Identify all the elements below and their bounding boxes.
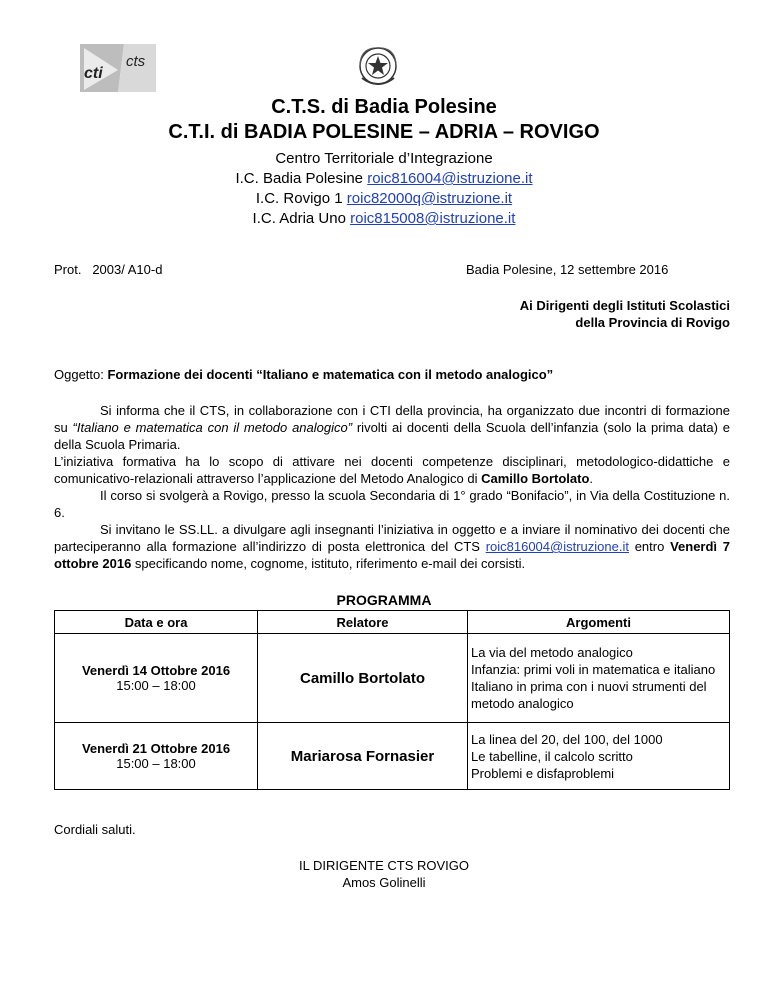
text: entro [628, 539, 671, 554]
subject-label: Oggetto: [54, 367, 108, 382]
protocol-label: Prot. [54, 262, 82, 277]
session-speaker: Camillo Bortolato [258, 634, 468, 723]
protocol [54, 262, 162, 277]
recipient-line1: Ai Dirigenti degli Istituti Scolastici [519, 298, 730, 313]
program-title: PROGRAMMA [336, 592, 432, 608]
header-subtitle: Centro Territoriale d’Integrazione [275, 150, 493, 167]
time: 15:00 – 18:00 [116, 678, 196, 693]
school-email-link[interactable]: roic816004@istruzione.it [367, 170, 533, 187]
school-line-rovigo [0, 190, 768, 207]
header-title-cti: C.T.I. di BADIA POLESINE – ADRIA – ROVIGO [168, 121, 600, 143]
topic: Italiano in prima con i nuovi strumenti del metodo analogico [471, 679, 707, 711]
session-topics [468, 723, 730, 790]
text: L’iniziativa formativa ha lo scopo di attivare nei docenti competenze disciplinari, metodologico-didattiche e comunicativo-relazionali attraverso l’applicazione del Metodo Analogico di [54, 454, 730, 486]
topic: Infanzia: primi voli in matematica e italiano [471, 662, 716, 677]
header-speaker: Relatore [258, 611, 468, 634]
topic: La linea del 20, del 100, del 1000 [471, 731, 663, 747]
paragraph-purpose [54, 453, 730, 487]
header-title-cts: C.T.S. di Badia Polesine [271, 96, 497, 118]
table-row [55, 723, 730, 790]
school-label: I.C. Rovigo 1 [255, 190, 343, 207]
subject [54, 366, 730, 383]
session-speaker: Mariarosa Fornasier [258, 723, 468, 790]
session-topics [468, 634, 730, 723]
header-date: Data e ora [55, 611, 258, 634]
topic: La via del metodo analogico [471, 645, 633, 660]
table-header-row [55, 611, 730, 634]
date: Venerdì 14 Ottobre 2016 [81, 663, 231, 678]
cti-cts-logo [78, 40, 158, 96]
signature-role: IL DIRIGENTE CTS ROVIGO [299, 858, 469, 873]
republic-emblem-icon [356, 44, 400, 90]
closing: Cordiali saluti. [54, 822, 136, 837]
program-table [54, 610, 730, 790]
school-email-link[interactable]: roic82000q@istruzione.it [346, 190, 513, 207]
subject-text: Formazione dei docenti “Italiano e matematica con il metodo analogico” [107, 367, 554, 382]
logo-text-cts: cts [126, 53, 146, 70]
text: rivolti ai docenti della Scuola dell’infanzia (solo la prima data) e della Scuola Primaria. [54, 420, 730, 452]
body-text [54, 402, 730, 572]
text: specificando nome, cognome, istituto, riferimento e-mail dei corsisti. [131, 556, 526, 571]
course-title: “Italiano e matematica con il metodo analogico” [72, 420, 353, 435]
paragraph-location: Il corso si svolgerà a Rovigo, presso la scuola Secondaria di 1° grado “Bonifacio”, in Via della Costituzione n. 6. [54, 488, 730, 520]
logo-text-cti: cti [84, 65, 103, 82]
text: Si informa che il CTS, in collaborazione con i CTI della provincia, ha organizzato due incontri di formazione su [54, 403, 730, 435]
school-label: I.C. Badia Polesine [235, 170, 364, 187]
table-row [55, 634, 730, 723]
session-date [55, 634, 258, 723]
deadline-date: Venerdì 7 ottobre 2016 [54, 539, 731, 571]
header-topics: Argomenti [468, 611, 730, 634]
recipient-line2: della Provincia di Rovigo [575, 315, 730, 330]
school-line-badia [0, 170, 768, 187]
text: . [589, 471, 594, 486]
cts-email-link[interactable]: roic816004@istruzione.it [485, 539, 629, 554]
text: Si invitano le SS.LL. a divulgare agli insegnanti l’iniziativa in oggetto e a inviare il nominativo dei docenti che parteciperanno alla formazione all’indirizzo di posta elettronica del CTS [54, 522, 730, 554]
topic: Le tabelline, il calcolo scritto [471, 748, 633, 764]
paragraph-intro [54, 402, 730, 453]
school-line-adria [0, 210, 768, 227]
session-date [55, 723, 258, 790]
school-email-link[interactable]: roic815008@istruzione.it [350, 210, 516, 227]
date: Venerdì 21 Ottobre 2016 [81, 741, 231, 756]
signature-name: Amos Golinelli [342, 875, 426, 890]
protocol-number: 2003/ A10-d [92, 262, 163, 277]
time: 15:00 – 18:00 [116, 756, 196, 771]
author-name: Camillo Bortolato [481, 471, 590, 486]
place-date: Badia Polesine, 12 settembre 2016 [466, 262, 669, 277]
paragraph-invitation [54, 521, 730, 572]
topic: Problemi e disfaproblemi [471, 765, 615, 781]
school-label: I.C. Adria Uno [252, 210, 346, 227]
